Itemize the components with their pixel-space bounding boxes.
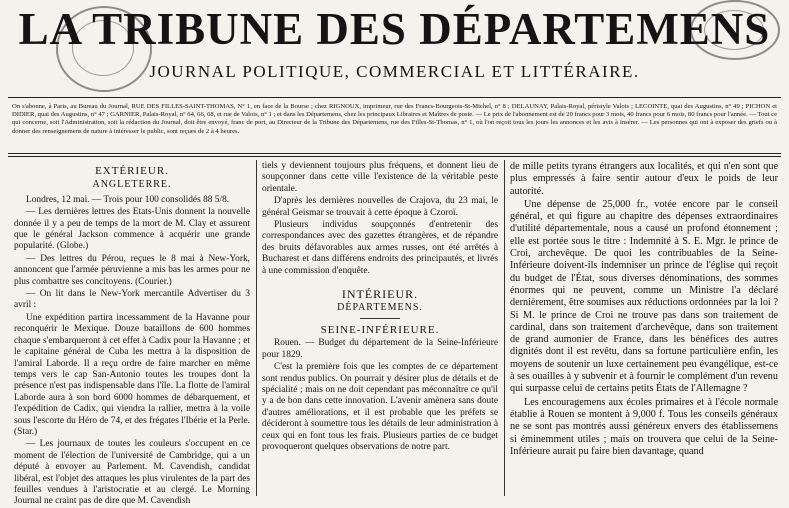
subscription-notice: On s'abonne, à Paris, au Bureau du Journal, RUE DES FILLES-SAINT-THOMAS, N° 1, en face de la Bourse ; chez RIGNOUX, imprimeur, rue des Francs-Bourgeois-St-Michel, n° 8 ; DELAUNAY, Palais-Royal, péristyle Valois ; LECOINTE, quai des Augustins, n° 49 ; PICHON et DIDIER, quai des Augustins, n° 47 ; GARNIER, Palais-Royal, n° 64, 66, 68, et rue de Valois, n° 1 ; et dans les Départemens, chez les principaux Libraires et Maîtres de poste. — Le prix de l'abonnement est de 20 francs pour 3 mois, 40 francs pour 6 mois, 80 francs pour l'année. — Tout ce qui concerne, soit l'Administration, soit la rédaction du Journal, doit être envoyé, franc de port, au Directeur de la Tribune des Départemens, rue des Filles-St-Thomas, n° 1, où l'on reçoit tous les jours les annonces et les avis à insérer. — Les personnes qui ont à exposer des griefs ou à donner des renseignemens de nature à intéresser le public, sont reçues de 2 à 4 heures.: [12, 103, 777, 135]
article-paragraph: C'est la première fois que les comptes de ce département sont rendus publics. On pourrait y désirer plus de détails et de spécialité ; mais on ne doit cependant pas méconnaître ce qu'il y a de bon dans cette innovation. L'avenir amènera sans doute d'autres améliorations, et il est probable que les préfets se décideront à soumettre tous les détails de leur administration à ceux qui en font tous les frais. Plusieurs parties de ce budget provoqueront quelques observations de notre part.: [262, 362, 498, 452]
article-paragraph: Une dépense de 25,000 fr., votée encore par le conseil général, et qui figure au chapitre des dépenses extraordinaires d'utilité départementale, nous a causé un profond étonnement ; elle est portée sous le titre : Indemnité à S. E. Mgr. le prince de Croi, archevêque. De quoi les contribuables de la Seine-Inférieure doivent-ils indemniser un prince de l'église qui reçoit du budget de l'État, sous diverses dénominations, des sommes énormes qui ne peuvent, comme un Ministre l'a déclaré dernièrement, être soumises aux réductions ordonnées par la loi ? Si M. le prince de Croi ne trouve pas dans son traitement de cardinal, dans son traitement d'archevêque, dans son traitement de grand aumonier de France, dans les bénéfices des autres dignités dont il est revêtu, dans sa fortune particulière enfin, les moyens de soutenir un luxe certainement peu évangélique, est-ce à ses ouailles à y subvenir et à fournir le complément d'un revenu qui surpasse celui de certains petits États de l'Allemagne ?: [510, 198, 778, 395]
article-paragraph: tiels y deviennent toujours plus fréquens, et donnent lieu de soupçonner dans cette ville l'existence de la véritable peste orientale.: [262, 161, 498, 194]
article-paragraph: Rouen. — Budget du département de la Seine-Inférieure pour 1829.: [262, 338, 498, 360]
section-divider: [360, 318, 400, 319]
column-divider-1: [256, 160, 257, 496]
article-paragraph: — Les journaux de toutes les couleurs s'occupent en ce moment de l'élection de l'université de Cambridge, qui a un député à envoyer au Parlement. M. Cavendish, candidat libéral, est l'objet des attaques les plus virulentes de la part des feuilles vendues à l'aristocratie et au clergé. Le Morning Journal ne craint pas de dire que M. Cavendish: [14, 439, 250, 507]
article-paragraph: — Les dernières lettres des Etats-Unis donnent la nouvelle donnée il y a peu de temps de la mort de M. Clay et assurent que le général Jackson commence à acquérir une grande popularité. (Globe.): [14, 207, 250, 252]
article-paragraph: Plusieurs individus soupçonnés d'entretenir des correspondances avec des gazettes étrangères, et de répandre des bruits défavorables aux armes russes, ont été arrêtés à Bucharest et dans différens endroits des principautés, et livrés à une commission d'enquête.: [262, 220, 498, 276]
article-paragraph: D'après les dernières nouvelles de Crajova, du 23 mai, le général Geismar se trouvait à cette époque à Czoroï.: [262, 196, 498, 218]
column-2: [262, 161, 498, 496]
section-heading-interieur: INTÉRIEUR.: [341, 287, 419, 302]
masthead: [0, 0, 789, 96]
masthead-bottom-rule: [8, 153, 781, 154]
newspaper-title: LA TRIBUNE DES DÉPARTEMENS: [18, 4, 771, 54]
column-1: [14, 161, 250, 507]
top-rule: [8, 97, 781, 98]
article-paragraph: de mille petits tyrans étrangers aux localités, et qui n'en sont que plus empressés à faire sentir autour d'eux le poids de leur autorité.: [510, 161, 778, 197]
newspaper-subtitle: JOURNAL POLITIQUE, COMMERCIAL ET LITTÉRAIRE.: [149, 62, 640, 81]
article-paragraph: — Des lettres du Pérou, reçues le 8 mai à New-York, annoncent que l'armée péruvienne a mis bas les armes pour ne plus combattre ses concitoyens. (Courier.): [14, 253, 250, 287]
article-paragraph: Les encouragemens aux écoles primaires et à l'école normale établie à Rouen se montent à 9,000 f. Tous les conseils généraux ne se sont pas montrés aussi généreux envers des établissemens si éminemment utiles ; mais on trouvera que celui de la Seine-Inférieure aurait pu faire bien davantage, quand: [510, 396, 778, 457]
heading-seine-inferieure: SEINE-INFÉRIEURE.: [320, 323, 440, 336]
section-heading-exterieur: EXTÉRIEUR.: [95, 165, 169, 177]
column-3: [510, 161, 778, 496]
column-divider-2: [504, 160, 505, 496]
article-paragraph: Londres, 12 mai. — Trois pour 100 consolidés 88 5/8.: [26, 194, 230, 205]
article-paragraph: — On lit dans le New-York mercantile Advertiser du 3 avril :: [14, 289, 250, 311]
article-paragraph: Une expédition partira incessamment de la Havanne pour reconquérir le Mexique. Douze bataillons de 600 hommes chaque s'embarqueront à cet effet à Cadix pour la Havanne ; et le capitaine général de Cuba les mettra à la disposition de l'amiral Laborde. Il a reçu ordre de faire marcher en même temps vers le cap San-Antonio toutes les troupes dont la présence n'est pas indispensable dans l'île. La flotte de l'amiral Laborde aura à son bord 6000 hommes de débarquement, et l'expédition de Cadix, qui viendra la rallier, mettra à la voile sous l'escorte du Héro de 74, et des frégates l'Ibérie et la Perle. (Star.): [14, 312, 250, 437]
subsection-angleterre: ANGLETERRE.: [92, 179, 172, 191]
masthead-bottom-rule-2: [8, 156, 781, 157]
subsection-departemens: DÉPARTEMENS.: [337, 302, 423, 314]
